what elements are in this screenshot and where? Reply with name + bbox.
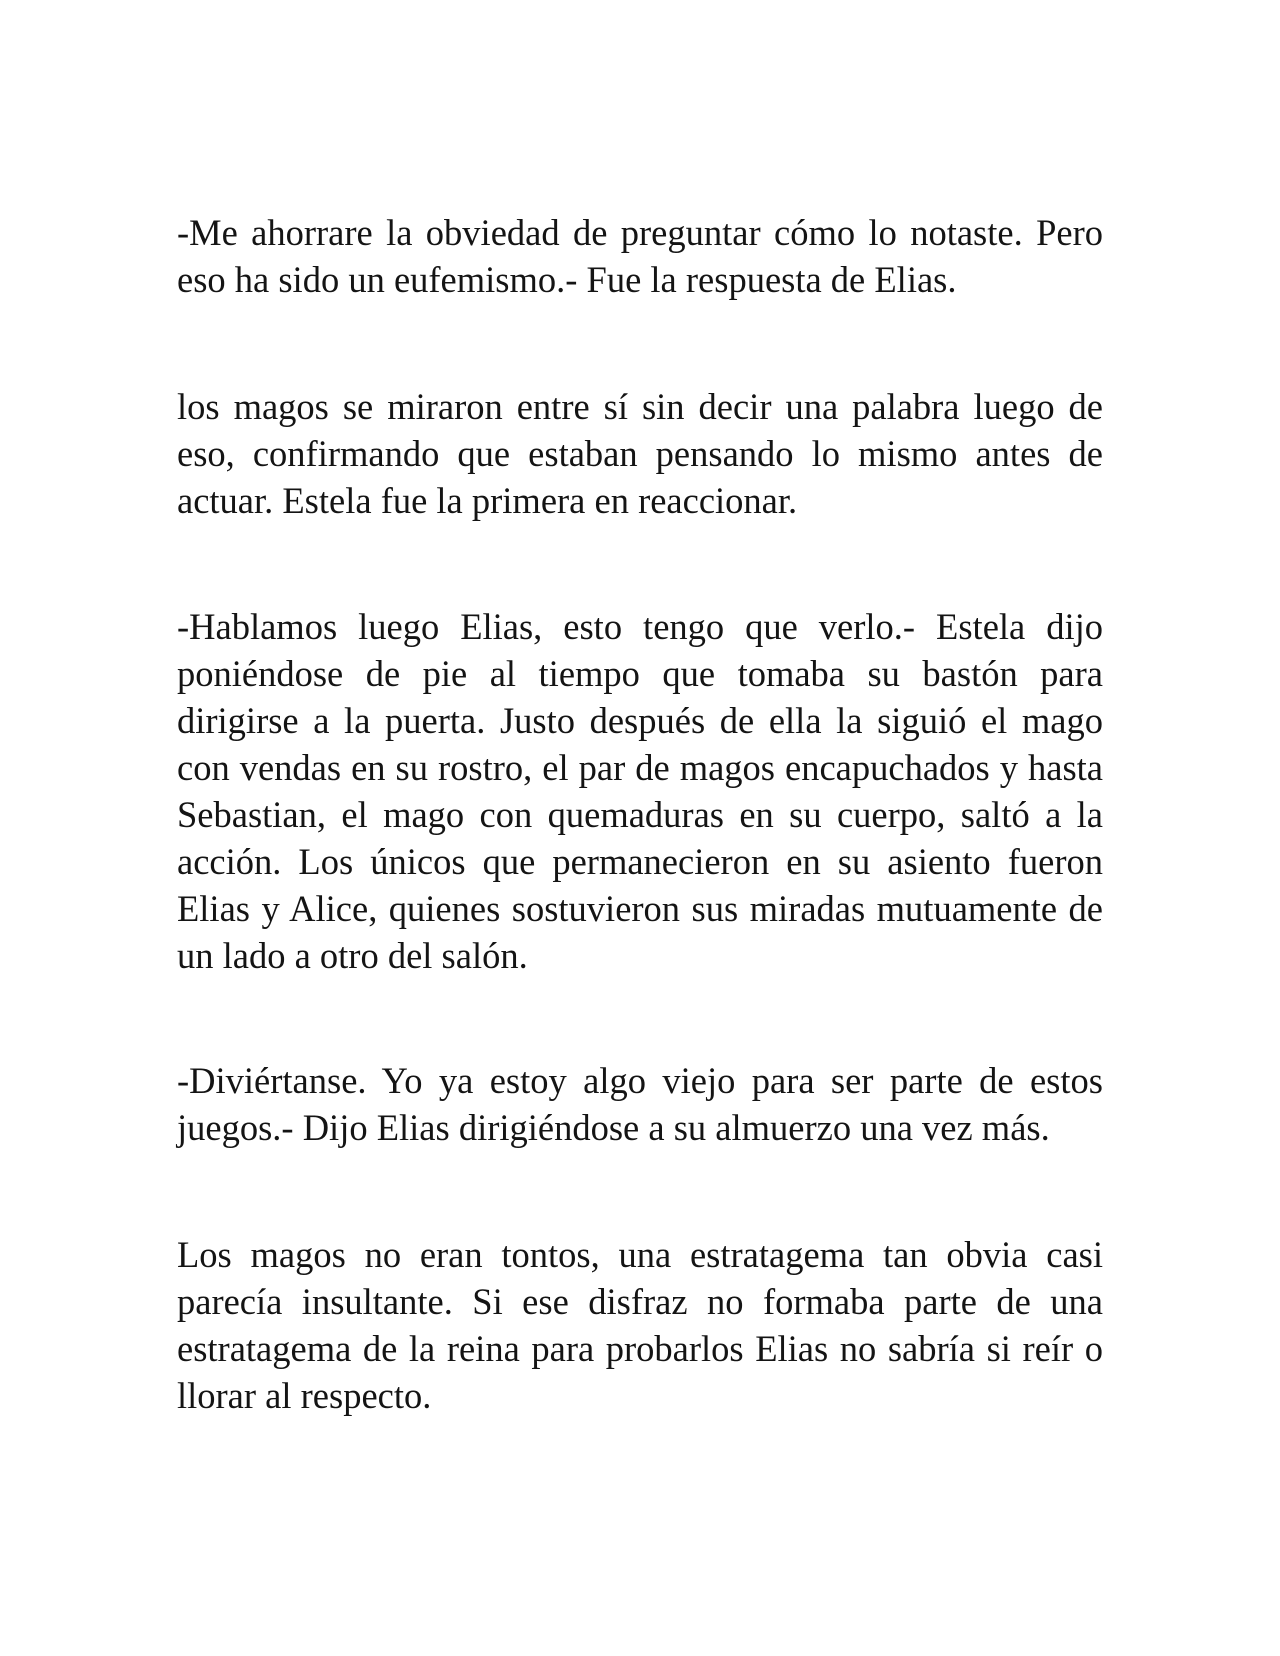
paragraph-1: -Me ahorrare la obviedad de preguntar cómo lo notaste. Pero eso ha sido un eufemismo.- Fue la respuesta de Elias. (177, 212, 1103, 300)
paragraph-3: -Hablamos luego Elias, esto tengo que verlo.- Estela dijo poniéndose de pie al tiempo que tomaba su bastón para dirigirse a la puerta. Justo después de ella la siguió el mago con vendas en su rostro, el par de magos encapuchados y hasta Sebastian, el mago con quemaduras en su cuerpo, saltó a la acción. Los únicos que permanecieron en su asiento fueron Elias y Alice, quienes sostuvieron sus miradas mutuamente de un lado a otro del salón. (177, 606, 1103, 976)
paragraph-4: -Diviértanse. Yo ya estoy algo viejo para ser parte de estos juegos.- Dijo Elias dirigiéndose a su almuerzo una vez más. (177, 1060, 1103, 1148)
paragraph-2: los magos se miraron entre sí sin decir una palabra luego de eso, confirmando que estaban pensando lo mismo antes de actuar. Estela fue la primera en reaccionar. (177, 386, 1103, 521)
paragraph-5: Los magos no eran tontos, una estratagema tan obvia casi parecía insultante. Si ese disfraz no formaba parte de una estratagema de la reina para probarlos Elias no sabría si reír o llorar al respecto. (177, 1234, 1103, 1416)
